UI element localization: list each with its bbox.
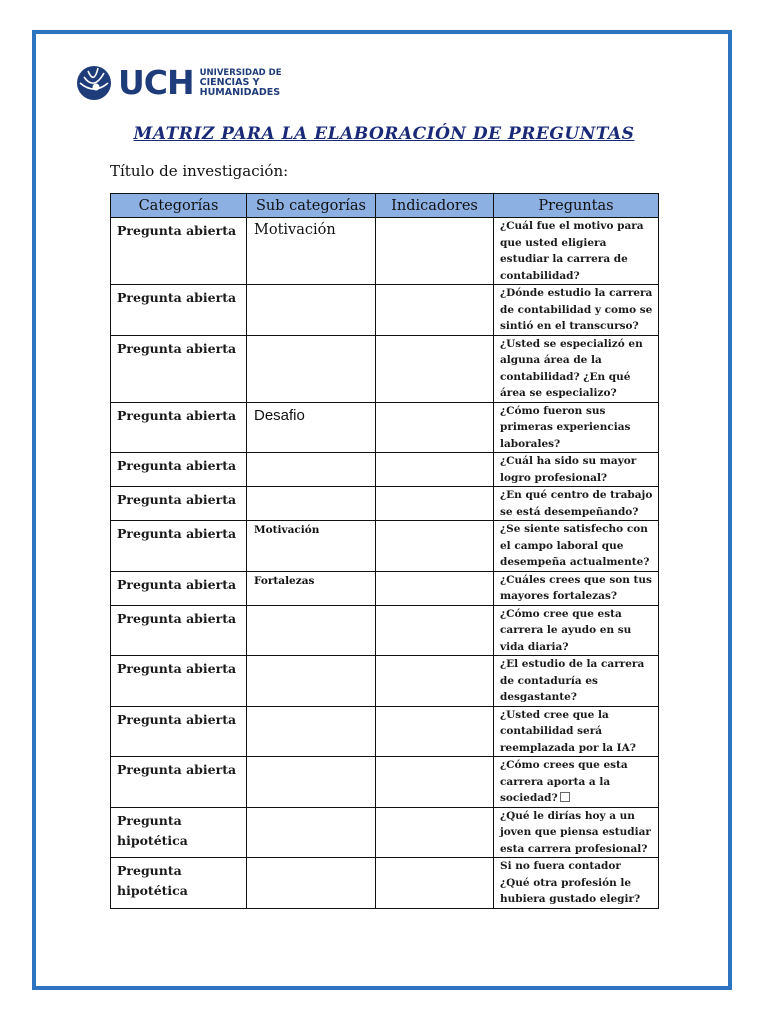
categoria-cell: Pregunta abierta xyxy=(111,487,247,521)
indicador-cell xyxy=(376,605,494,656)
categoria-cell: Pregunta abierta xyxy=(111,605,247,656)
indicador-cell xyxy=(376,487,494,521)
placeholder-box-icon xyxy=(560,792,570,802)
pregunta-cell: ¿Cómo cree que esta carrera le ayudo en su vida diaria? xyxy=(494,605,659,656)
pregunta-cell: ¿Qué le dirías hoy a un joven que piensa estudiar esta carrera profesional? xyxy=(494,807,659,858)
subcategoria-cell xyxy=(247,335,376,402)
categoria-cell: Pregunta abierta xyxy=(111,218,247,285)
categoria-cell: Pregunta abierta xyxy=(111,571,247,605)
pregunta-cell: ¿Cómo fueron sus primeras experiencias laborales? xyxy=(494,402,659,453)
pregunta-cell: ¿Se siente satisfecho con el campo laboral que desempeña actualmente? xyxy=(494,521,659,572)
subcategoria-cell xyxy=(247,656,376,707)
categoria-cell: Pregunta abierta xyxy=(111,757,247,808)
indicador-cell xyxy=(376,335,494,402)
research-title-label: Título de investigación: xyxy=(110,162,289,180)
table-row xyxy=(111,453,659,487)
indicador-cell xyxy=(376,706,494,757)
categoria-cell: Pregunta hipotética xyxy=(111,807,247,858)
logo-line-2: CIENCIAS Y xyxy=(199,76,260,88)
pregunta-cell: ¿El estudio de la carrera de contaduría es desgastante? xyxy=(494,656,659,707)
header-categorias: Categorías xyxy=(111,194,247,218)
pregunta-cell: ¿Usted cree que la contabilidad será reemplazada por la IA? xyxy=(494,706,659,757)
uch-logo xyxy=(76,63,282,102)
logo-university-name xyxy=(200,69,282,98)
pregunta-cell: Si no fuera contador ¿Qué otra profesión le hubiera gustado elegir? xyxy=(494,858,659,909)
pregunta-cell: ¿Cuál fue el motivo para que usted eligiera estudiar la carrera de contabilidad? xyxy=(494,218,659,285)
table-row xyxy=(111,285,659,336)
logo-line-1: UNIVERSIDAD DE xyxy=(199,67,282,78)
table-row xyxy=(111,402,659,453)
pregunta-cell xyxy=(494,757,659,808)
subcategoria-cell: Motivación xyxy=(247,521,376,572)
subcategoria-cell xyxy=(247,807,376,858)
categoria-cell: Pregunta abierta xyxy=(111,285,247,336)
indicador-cell xyxy=(376,521,494,572)
subcategoria-cell xyxy=(247,453,376,487)
subcategoria-cell xyxy=(247,757,376,808)
categoria-cell: Pregunta abierta xyxy=(111,706,247,757)
indicador-cell xyxy=(376,656,494,707)
categoria-cell: Pregunta abierta xyxy=(111,656,247,707)
indicador-cell xyxy=(376,807,494,858)
subcategoria-cell: Desafio xyxy=(247,402,376,453)
header-sub-categorias: Sub categorías xyxy=(247,194,376,218)
pregunta-cell: ¿En qué centro de trabajo se está desempeñando? xyxy=(494,487,659,521)
indicador-cell xyxy=(376,858,494,909)
subcategoria-cell xyxy=(247,605,376,656)
pregunta-cell: ¿Usted se especializó en alguna área de la contabilidad? ¿En qué área se especializo? xyxy=(494,335,659,402)
pregunta-text: ¿Cómo crees que esta carrera aporta a la sociedad? xyxy=(500,759,628,804)
pregunta-cell: ¿Dónde estudio la carrera de contabilidad y como se sintió en el transcurso? xyxy=(494,285,659,336)
table-row xyxy=(111,656,659,707)
table-row xyxy=(111,487,659,521)
subcategoria-cell xyxy=(247,706,376,757)
subcategoria-cell: Motivación xyxy=(247,218,376,285)
header-preguntas: Preguntas xyxy=(494,194,659,218)
table-row xyxy=(111,757,659,808)
categoria-cell: Pregunta abierta xyxy=(111,335,247,402)
table-row xyxy=(111,605,659,656)
table-row xyxy=(111,521,659,572)
indicador-cell xyxy=(376,571,494,605)
question-matrix-table xyxy=(110,193,659,909)
table-row xyxy=(111,706,659,757)
table-header-row xyxy=(111,194,659,218)
indicador-cell xyxy=(376,453,494,487)
pregunta-cell: ¿Cuál ha sido su mayor logro profesional? xyxy=(494,453,659,487)
table-row xyxy=(111,335,659,402)
subcategoria-cell xyxy=(247,487,376,521)
table-row xyxy=(111,218,659,285)
uch-emblem-icon xyxy=(76,65,112,101)
categoria-cell: Pregunta abierta xyxy=(111,521,247,572)
table-row xyxy=(111,858,659,909)
logo-line-3: HUMANIDADES xyxy=(199,86,281,98)
indicador-cell xyxy=(376,757,494,808)
categoria-cell: Pregunta abierta xyxy=(111,453,247,487)
document-title: MATRIZ PARA LA ELABORACIÓN DE PREGUNTAS xyxy=(133,124,635,144)
logo-brand: UCH xyxy=(118,63,194,102)
header-indicadores: Indicadores xyxy=(376,194,494,218)
table-row xyxy=(111,571,659,605)
indicador-cell xyxy=(376,218,494,285)
pregunta-cell: ¿Cuáles crees que son tus mayores fortalezas? xyxy=(494,571,659,605)
categoria-cell: Pregunta abierta xyxy=(111,402,247,453)
table-row xyxy=(111,807,659,858)
categoria-cell: Pregunta hipotética xyxy=(111,858,247,909)
subcategoria-cell xyxy=(247,285,376,336)
subcategoria-cell: Fortalezas xyxy=(247,571,376,605)
indicador-cell xyxy=(376,285,494,336)
indicador-cell xyxy=(376,402,494,453)
subcategoria-cell xyxy=(247,858,376,909)
